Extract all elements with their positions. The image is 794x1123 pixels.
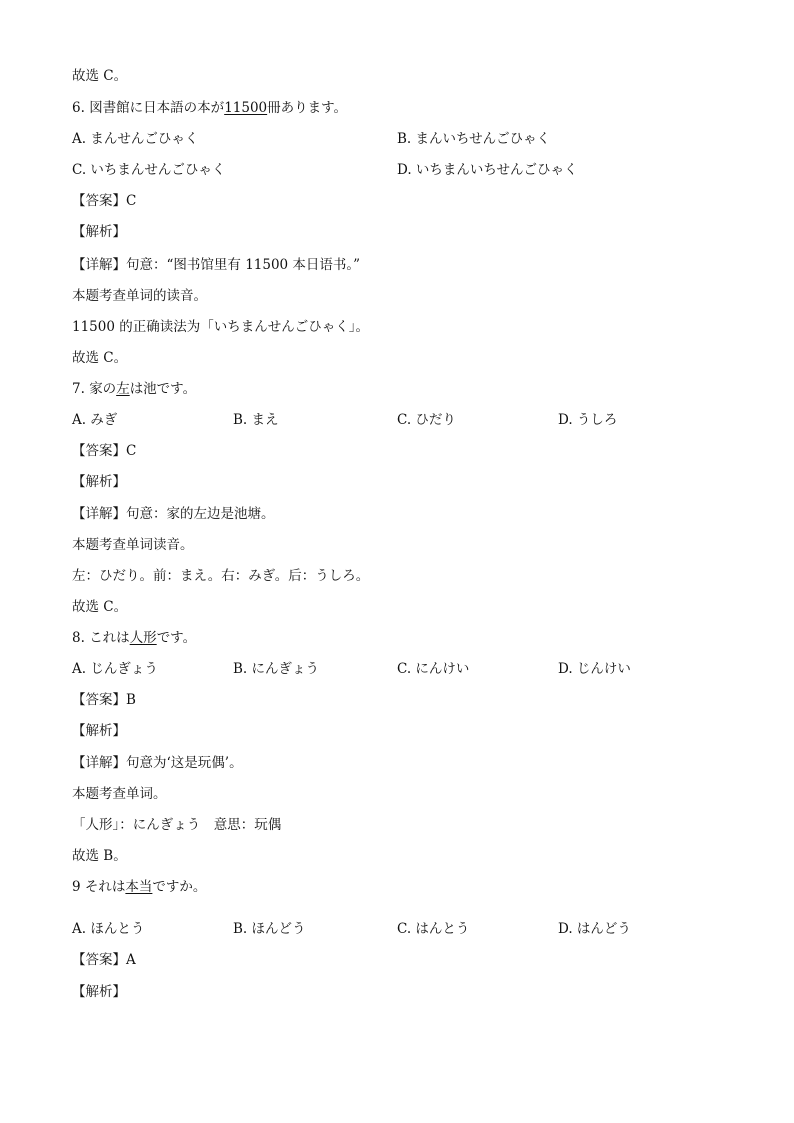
q7-option-c: C. ひだり xyxy=(397,412,456,428)
q6-answer: 【答案】C xyxy=(72,193,137,209)
q8-stem-pre: これは xyxy=(89,630,130,646)
q8-option-d: D. じんけい xyxy=(558,661,631,677)
q7-number: 7. xyxy=(72,381,85,397)
q9-number: 9 xyxy=(72,879,81,895)
q7-explanation-1: 本题考查单词读音。 xyxy=(72,537,194,553)
q6-stem-post: 冊あります。 xyxy=(267,100,348,116)
q7-detail: 【详解】句意：家的左边是池塘。 xyxy=(72,506,275,522)
q6-option-c: C. いちまんせんごひゃく xyxy=(72,162,226,178)
q6-stem-pre: 図書館に日本語の本が xyxy=(89,100,225,116)
q9-stem xyxy=(72,878,206,896)
q9-stem-post: ですか。 xyxy=(152,879,207,895)
q8-option-b: B. にんぎょう xyxy=(233,661,320,677)
q9-option-c: C. はんとう xyxy=(397,921,470,937)
q8-stem-post: です。 xyxy=(156,630,197,646)
q8-explanation-1: 本题考查单词。 xyxy=(72,786,167,802)
q6-analysis-heading: 【解析】 xyxy=(72,224,126,240)
q7-underlined-word: 左 xyxy=(116,381,130,397)
q9-stem-pre: それは xyxy=(84,879,126,895)
q7-analysis-heading: 【解析】 xyxy=(72,474,126,490)
q6-number: 6. xyxy=(72,100,85,116)
q7-option-d: D. うしろ xyxy=(558,412,618,428)
q8-analysis-heading: 【解析】 xyxy=(72,723,126,739)
q6-option-b: B. まんいちせんごひゃく xyxy=(397,131,551,147)
q8-option-a: A. じんぎょう xyxy=(72,661,158,677)
q6-option-d: D. いちまんいちせんごひゃく xyxy=(397,162,578,178)
q7-stem-pre: 家の xyxy=(89,381,117,397)
q9-option-d: D. はんどう xyxy=(558,921,631,937)
q5-conclusion: 故选 C。 xyxy=(72,68,128,84)
q9-underlined-word: 本当 xyxy=(125,879,153,895)
q7-option-a: A. みぎ xyxy=(72,412,118,428)
q7-option-b: B. まえ xyxy=(233,412,279,428)
q6-explanation-1: 本题考查单词的读音。 xyxy=(72,288,207,304)
q8-explanation-2: 「人形」：にんぎょう 意思：玩偶 xyxy=(72,817,282,833)
q7-conclusion: 故选 C。 xyxy=(72,599,128,615)
q8-stem xyxy=(72,629,196,647)
q8-option-c: C. にんけい xyxy=(397,661,470,677)
q7-stem-post: は池です。 xyxy=(129,381,197,397)
q6-detail: 【详解】句意：“图书馆里有 11500 本日语书。” xyxy=(72,257,361,273)
q8-detail: 【详解】句意为‘这是玩偶’。 xyxy=(72,755,243,771)
q8-underlined-word: 人形 xyxy=(129,630,157,646)
q7-stem xyxy=(72,380,196,398)
q6-conclusion: 故选 C。 xyxy=(72,350,128,366)
q7-answer: 【答案】C xyxy=(72,443,137,459)
q9-option-b: B. ほんどう xyxy=(233,921,306,937)
q7-explanation-2: 左：ひだり。前：まえ。右：みぎ。后：うしろ。 xyxy=(72,568,370,584)
q6-explanation-2: 11500 的正确读法为「いちまんせんごひゃく」。 xyxy=(72,319,369,335)
q8-answer: 【答案】B xyxy=(72,692,136,708)
q6-underlined-word: 11500 xyxy=(224,100,268,116)
q6-stem xyxy=(72,99,347,117)
q8-conclusion: 故选 B。 xyxy=(72,848,127,864)
q6-option-a: A. まんせんごひゃく xyxy=(72,131,199,147)
q9-answer: 【答案】A xyxy=(72,952,136,968)
q8-number: 8. xyxy=(72,630,85,646)
q9-option-a: A. ほんとう xyxy=(72,921,145,937)
q9-analysis-heading: 【解析】 xyxy=(72,984,126,1000)
